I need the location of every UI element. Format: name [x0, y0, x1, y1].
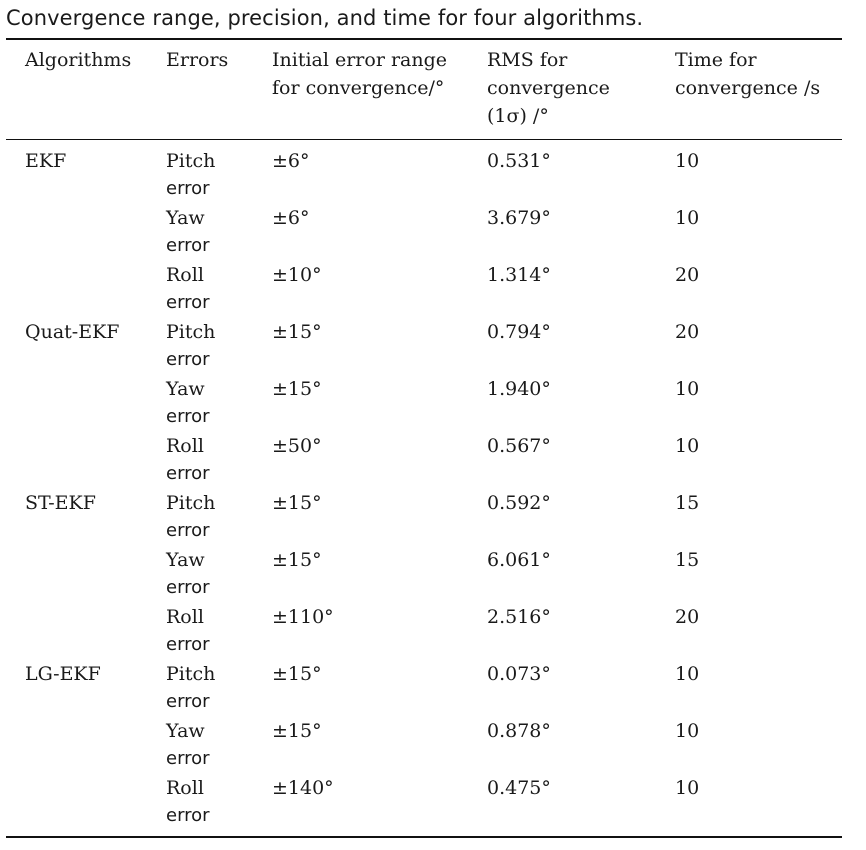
cell-time: 10 [675, 663, 700, 685]
cell-initial-range: ±110° [272, 606, 334, 628]
cell-time: 15 [675, 492, 700, 514]
header-initial-range-line1: Initial error range [272, 49, 447, 71]
cell-error [166, 318, 215, 374]
cell-time: 20 [675, 606, 700, 628]
cell-error-word: error [166, 805, 210, 826]
cell-rms: 0.531° [487, 150, 551, 172]
cell-error-word: error [166, 577, 210, 598]
header-time-line2: convergence /s [675, 77, 821, 99]
cell-error [166, 375, 210, 431]
cell-error-axis: Pitch [166, 321, 216, 343]
cell-initial-range: ±15° [272, 321, 322, 343]
cell-error-axis: Pitch [166, 492, 216, 514]
cell-error [166, 717, 210, 773]
cell-rms: 0.073° [487, 663, 551, 685]
cell-error-axis: Pitch [166, 663, 216, 685]
cell-error [166, 147, 215, 203]
cell-initial-range: ±15° [272, 663, 322, 685]
cell-error [166, 261, 210, 317]
cell-error [166, 774, 210, 830]
cell-error-word: error [166, 406, 210, 427]
cell-initial-range: ±15° [272, 720, 322, 742]
cell-error [166, 660, 215, 716]
cell-error-word: error [166, 634, 210, 655]
cell-error [166, 546, 210, 602]
cell-initial-range: ±15° [272, 549, 322, 571]
cell-error-word: error [166, 178, 210, 199]
cell-rms: 0.794° [487, 321, 551, 343]
cell-time: 10 [675, 378, 700, 400]
cell-rms: 3.679° [487, 207, 551, 229]
cell-error [166, 204, 210, 260]
cell-rms: 0.878° [487, 720, 551, 742]
cell-error-word: error [166, 292, 210, 313]
cell-time: 10 [675, 207, 700, 229]
header-initial-range [272, 46, 447, 102]
cell-initial-range: ±10° [272, 264, 322, 286]
cell-time: 20 [675, 321, 700, 343]
cell-error-axis: Pitch [166, 150, 216, 172]
cell-error-axis: Yaw [166, 549, 205, 571]
cell-initial-range: ±6° [272, 150, 310, 172]
cell-rms: 0.567° [487, 435, 551, 457]
cell-error [166, 603, 210, 659]
cell-rms: 0.592° [487, 492, 551, 514]
cell-initial-range: ±50° [272, 435, 322, 457]
header-rms-line2: convergence [487, 77, 610, 99]
header-rule [6, 139, 842, 140]
cell-error-word: error [166, 463, 210, 484]
cell-time: 10 [675, 150, 700, 172]
cell-initial-range: ±6° [272, 207, 310, 229]
cell-time: 10 [675, 435, 700, 457]
cell-initial-range: ±15° [272, 378, 322, 400]
header-initial-range-line2: for convergence/° [272, 77, 445, 99]
cell-initial-range: ±15° [272, 492, 322, 514]
cell-initial-range: ±140° [272, 777, 334, 799]
header-time [675, 46, 820, 102]
header-rms-line3: (1σ) /° [487, 105, 549, 127]
header-algorithms: Algorithms [25, 49, 132, 71]
cell-error-word: error [166, 691, 210, 712]
cell-error-axis: Roll [166, 264, 204, 286]
cell-error [166, 489, 215, 545]
cell-error-axis: Roll [166, 606, 204, 628]
cell-rms: 1.940° [487, 378, 551, 400]
cell-algorithm: EKF [25, 150, 67, 172]
cell-error [166, 432, 210, 488]
cell-error-word: error [166, 349, 210, 370]
cell-error-axis: Roll [166, 435, 204, 457]
cell-rms: 2.516° [487, 606, 551, 628]
cell-algorithm: ST-EKF [25, 492, 96, 514]
header-errors: Errors [166, 49, 229, 71]
cell-time: 15 [675, 549, 700, 571]
top-rule [6, 38, 842, 40]
cell-error-word: error [166, 520, 210, 541]
cell-error-axis: Roll [166, 777, 204, 799]
header-rms [487, 46, 610, 130]
cell-time: 10 [675, 720, 700, 742]
cell-time: 20 [675, 264, 700, 286]
header-rms-line1: RMS for [487, 49, 568, 71]
cell-rms: 6.061° [487, 549, 551, 571]
cell-error-axis: Yaw [166, 720, 205, 742]
header-time-line1: Time for [675, 49, 757, 71]
cell-error-word: error [166, 748, 210, 769]
cell-error-word: error [166, 235, 210, 256]
cell-time: 10 [675, 777, 700, 799]
bottom-rule [6, 836, 842, 838]
cell-error-axis: Yaw [166, 378, 205, 400]
cell-rms: 1.314° [487, 264, 551, 286]
cell-algorithm: LG-EKF [25, 663, 101, 685]
cell-rms: 0.475° [487, 777, 551, 799]
cell-algorithm: Quat-EKF [25, 321, 120, 343]
table-caption: Convergence range, precision, and time for four algorithms. [6, 6, 644, 30]
cell-error-axis: Yaw [166, 207, 205, 229]
